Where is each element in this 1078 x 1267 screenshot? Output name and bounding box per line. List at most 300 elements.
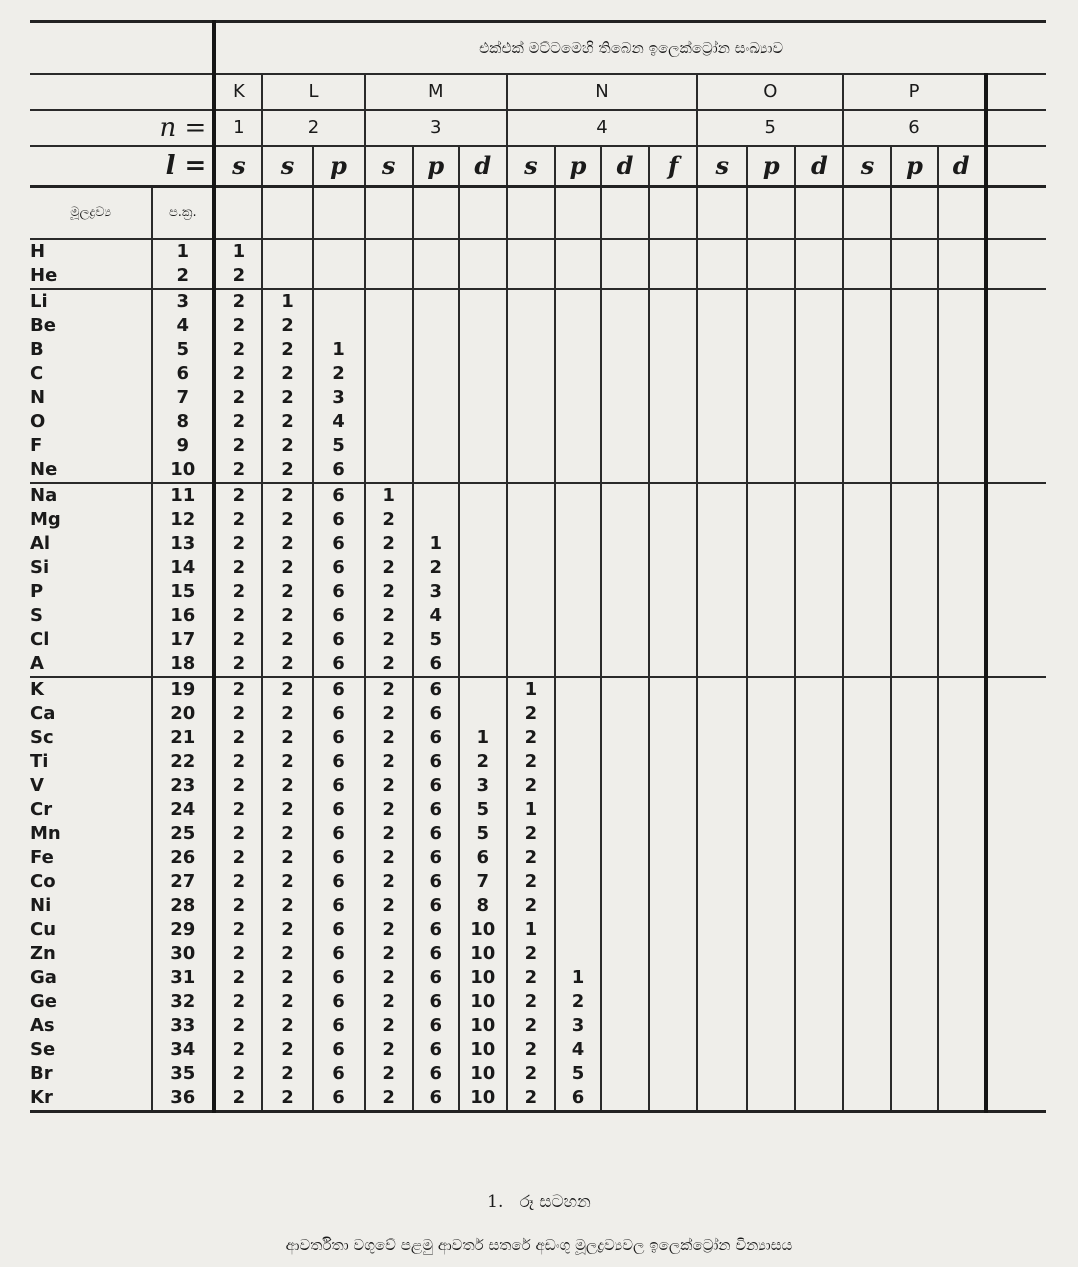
subshell-cell [843,187,891,240]
element-symbol: Sc [30,727,54,748]
element-row [30,410,1046,434]
electron-count [459,314,507,338]
electron-count [459,532,507,556]
electron-count [697,942,747,966]
electron-count [262,264,312,289]
electron-count [459,604,507,628]
subshell-label: s [262,146,312,187]
electron-count [697,1014,747,1038]
electron-count: 6 [413,918,459,942]
electron-count: 10 [459,918,507,942]
electron-count: 2 [262,774,312,798]
shell-n-value: 3 [365,110,507,146]
electron-count [938,314,986,338]
extra-column [986,894,1046,918]
electron-count [795,1038,843,1062]
electron-count [365,289,413,314]
electron-count [649,239,697,264]
electron-count [891,628,937,652]
electron-count: 2 [262,1086,312,1112]
electron-count [747,604,795,628]
element-symbol: H [30,241,46,262]
atomic-number: 26 [152,846,214,870]
electron-count [555,434,601,458]
extra-column [986,264,1046,289]
atomic-number: 35 [152,1062,214,1086]
electron-count [459,410,507,434]
electron-count [649,580,697,604]
electron-count [649,410,697,434]
electron-count: 2 [313,362,365,386]
electron-count: 2 [214,726,262,750]
electron-count [938,726,986,750]
electron-count [747,1086,795,1112]
electron-count: 2 [214,458,262,483]
electron-count [747,750,795,774]
electron-count: 6 [413,1038,459,1062]
electron-count [507,508,555,532]
electron-count [507,532,555,556]
electron-count: 2 [214,508,262,532]
subshell-cell [313,187,365,240]
electron-count: 6 [413,894,459,918]
subshell-label: p [891,146,937,187]
electron-count [555,314,601,338]
electron-count: 6 [413,966,459,990]
electron-count: 1 [313,338,365,362]
electron-count [649,289,697,314]
electron-count [313,239,365,264]
electron-count [649,338,697,362]
extra-column [986,942,1046,966]
electron-count [262,239,312,264]
atomic-number: 3 [152,289,214,314]
atomic-number: 28 [152,894,214,918]
electron-count [555,798,601,822]
electron-count [649,532,697,556]
electron-count: 2 [365,822,413,846]
element-symbol: As [30,1015,55,1036]
electron-count [365,362,413,386]
electron-count [843,774,891,798]
electron-count [747,652,795,677]
subshell-label: f [649,146,697,187]
electron-count [601,314,649,338]
electron-count: 6 [313,1038,365,1062]
electron-count: 6 [459,846,507,870]
electron-count [507,239,555,264]
electron-count: 6 [413,702,459,726]
electron-count [795,239,843,264]
electron-count [891,798,937,822]
electron-count [843,338,891,362]
electron-count [795,774,843,798]
electron-count: 1 [507,798,555,822]
electron-count [795,386,843,410]
figure-caption [0,1192,1078,1212]
electron-count [601,289,649,314]
element-symbol: Li [30,289,152,314]
electron-count: 2 [262,1014,312,1038]
electron-count: 3 [555,1014,601,1038]
electron-count [697,458,747,483]
extra-column [986,628,1046,652]
electron-count: 8 [459,894,507,918]
electron-count: 6 [413,1014,459,1038]
electron-count: 2 [262,604,312,628]
electron-count [649,870,697,894]
extra-column [986,1014,1046,1038]
electron-configuration-table [30,20,1046,1113]
electron-count [413,362,459,386]
electron-count: 2 [365,846,413,870]
electron-count [843,508,891,532]
electron-count [891,1086,937,1112]
subshell-cell [555,187,601,240]
electron-count: 2 [262,990,312,1014]
electron-count: 2 [507,1038,555,1062]
electron-count: 6 [313,822,365,846]
electron-count: 2 [214,289,262,314]
electron-count [891,314,937,338]
electron-count [891,870,937,894]
electron-count [697,434,747,458]
electron-count [555,604,601,628]
electron-count: 2 [262,580,312,604]
electron-count: 1 [459,726,507,750]
element-symbol: N [30,387,46,408]
atomic-number: 19 [152,677,214,702]
electron-count [843,750,891,774]
electron-count: 2 [262,894,312,918]
electron-count [313,314,365,338]
electron-count: 2 [262,458,312,483]
extra-column [986,410,1046,434]
electron-count [843,1086,891,1112]
electron-count [938,434,986,458]
electron-count [891,434,937,458]
electron-count: 2 [214,483,262,508]
atomic-number: 6 [152,362,214,386]
electron-count [747,1014,795,1038]
electron-count [413,386,459,410]
electron-count [795,966,843,990]
element-symbol: O [30,411,46,432]
element-row [30,966,1046,990]
extra-column [986,1038,1046,1062]
electron-count: 2 [262,1062,312,1086]
electron-count [601,822,649,846]
electron-count: 6 [313,726,365,750]
electron-count [747,264,795,289]
electron-count [601,556,649,580]
electron-count [891,702,937,726]
electron-count: 2 [365,966,413,990]
electron-count [313,264,365,289]
electron-count [843,239,891,264]
electron-count [795,410,843,434]
electron-count [891,966,937,990]
electron-count [697,386,747,410]
atomic-number: 17 [152,628,214,652]
electron-count: 2 [459,750,507,774]
electron-count [795,846,843,870]
electron-count [697,677,747,702]
electron-count: 2 [214,1014,262,1038]
electron-count: 2 [507,1062,555,1086]
electron-count [601,942,649,966]
electron-count [697,822,747,846]
element-symbol: Mg [30,509,61,530]
extra-column [986,362,1046,386]
atomic-number: 24 [152,798,214,822]
electron-count: 2 [365,508,413,532]
electron-count [507,483,555,508]
electron-count [795,750,843,774]
element-row [30,1038,1046,1062]
electron-count [938,556,986,580]
electron-count [891,483,937,508]
electron-count [891,580,937,604]
shell-letter: L [262,74,364,110]
electron-count: 2 [262,966,312,990]
electron-count [795,798,843,822]
electron-count: 2 [507,750,555,774]
electron-count [747,628,795,652]
electron-count: 2 [214,362,262,386]
extra-column [986,74,1046,110]
extra-column [986,458,1046,483]
electron-count [891,338,937,362]
electron-count: 2 [262,410,312,434]
electron-count: 2 [365,1062,413,1086]
element-row [30,508,1046,532]
electron-count: 2 [214,580,262,604]
electron-count [843,798,891,822]
table-title: එක්එක් මට්ටමෙහි තිබෙන ඉලෙක්ට්‍රෝන සංඛ්‍යාව [214,22,1046,75]
electron-count: 10 [459,1014,507,1038]
electron-count [938,362,986,386]
element-symbol: Mn [30,823,61,844]
element-row [30,918,1046,942]
electron-count [601,483,649,508]
electron-count [697,338,747,362]
element-row [30,604,1046,628]
atomic-number: 2 [152,264,214,289]
extra-column [986,1062,1046,1086]
electron-count [843,966,891,990]
electron-count: 6 [313,556,365,580]
extra-column [986,187,1046,240]
electron-count [891,990,937,1014]
electron-count: 2 [365,798,413,822]
electron-count [601,434,649,458]
atomic-number: 9 [152,434,214,458]
electron-count [313,289,365,314]
electron-count: 2 [365,702,413,726]
electron-count: 2 [262,434,312,458]
electron-count: 2 [262,652,312,677]
atomic-number: 36 [152,1086,214,1112]
electron-count [747,338,795,362]
electron-count [843,726,891,750]
electron-count [891,726,937,750]
electron-count: 6 [413,942,459,966]
element-symbol: Br [30,1063,53,1084]
electron-count [365,458,413,483]
electron-count [555,894,601,918]
electron-count: 2 [365,870,413,894]
electron-count: 2 [262,628,312,652]
electron-count [938,990,986,1014]
electron-count: 2 [365,750,413,774]
electron-count [795,1014,843,1038]
subshell-cell [891,187,937,240]
element-row [30,652,1046,677]
electron-count: 6 [413,870,459,894]
subshell-label: p [555,146,601,187]
element-column-header: මූලද්‍රව්‍ය [30,187,152,240]
electron-count [649,458,697,483]
electron-count [795,1086,843,1112]
electron-count: 2 [214,990,262,1014]
element-symbol: Cl [30,629,50,650]
electron-count [795,604,843,628]
electron-count [938,1062,986,1086]
electron-count: 6 [413,846,459,870]
electron-count [747,726,795,750]
electron-count: 2 [365,580,413,604]
electron-count: 5 [459,798,507,822]
electron-count [747,483,795,508]
electron-count: 2 [214,918,262,942]
header-blank [30,22,214,75]
electron-count: 2 [214,628,262,652]
electron-count [459,652,507,677]
element-row [30,677,1046,702]
electron-count [459,264,507,289]
electron-count [555,483,601,508]
electron-count: 2 [262,362,312,386]
element-symbol: Na [30,483,152,508]
extra-column [986,677,1046,702]
electron-count [697,966,747,990]
electron-count [891,458,937,483]
electron-count [843,458,891,483]
electron-count [413,434,459,458]
atomic-number: 29 [152,918,214,942]
electron-count [891,386,937,410]
electron-count [843,386,891,410]
extra-column [986,774,1046,798]
atomic-number: 21 [152,726,214,750]
electron-count [795,652,843,677]
electron-count [891,532,937,556]
electron-count: 2 [507,702,555,726]
atomic-number: 11 [152,483,214,508]
atomic-number: 1 [152,239,214,264]
electron-count [413,289,459,314]
electron-count: 6 [413,990,459,1014]
element-row [30,338,1046,362]
electron-count [938,386,986,410]
subshell-label: s [214,146,262,187]
electron-count: 2 [262,822,312,846]
element-row [30,1062,1046,1086]
electron-count [891,750,937,774]
electron-count: 3 [313,386,365,410]
electron-count [747,532,795,556]
electron-count [697,289,747,314]
electron-count: 2 [365,652,413,677]
electron-count: 2 [365,1014,413,1038]
electron-count [649,677,697,702]
electron-count [555,774,601,798]
element-symbol: S [30,605,43,626]
element-symbol: Cu [30,919,57,940]
electron-count [938,1086,986,1112]
electron-count [938,1014,986,1038]
electron-count: 2 [365,726,413,750]
extra-column [986,702,1046,726]
electron-count [365,264,413,289]
electron-count: 2 [214,652,262,677]
electron-count: 2 [214,894,262,918]
electron-count [601,846,649,870]
electron-count [459,483,507,508]
electron-count: 2 [214,870,262,894]
electron-count [365,410,413,434]
shell-n-value: 1 [214,110,262,146]
electron-count: 2 [507,870,555,894]
electron-count [649,894,697,918]
extra-column [986,556,1046,580]
electron-count: 6 [313,532,365,556]
atomic-number: 23 [152,774,214,798]
electron-count [697,846,747,870]
electron-count [938,628,986,652]
electron-count [697,798,747,822]
element-row [30,483,1046,508]
electron-count: 10 [459,1038,507,1062]
extra-column [986,289,1046,314]
electron-count [413,483,459,508]
electron-count [649,628,697,652]
electron-count [697,750,747,774]
electron-count [747,556,795,580]
electron-count [843,652,891,677]
electron-count [649,942,697,966]
element-row [30,264,1046,289]
electron-count [891,264,937,289]
electron-count: 6 [313,508,365,532]
electron-count [891,1014,937,1038]
electron-count: 6 [313,1014,365,1038]
element-row [30,386,1046,410]
atomic-number: 25 [152,822,214,846]
electron-count [507,386,555,410]
electron-count [795,942,843,966]
n-label: n = [30,110,214,146]
electron-count: 2 [262,702,312,726]
atomic-number: 4 [152,314,214,338]
electron-count [891,604,937,628]
shell-n-value: 4 [507,110,697,146]
electron-count [601,774,649,798]
electron-count [795,289,843,314]
electron-count: 2 [555,990,601,1014]
electron-count: 1 [214,239,262,264]
